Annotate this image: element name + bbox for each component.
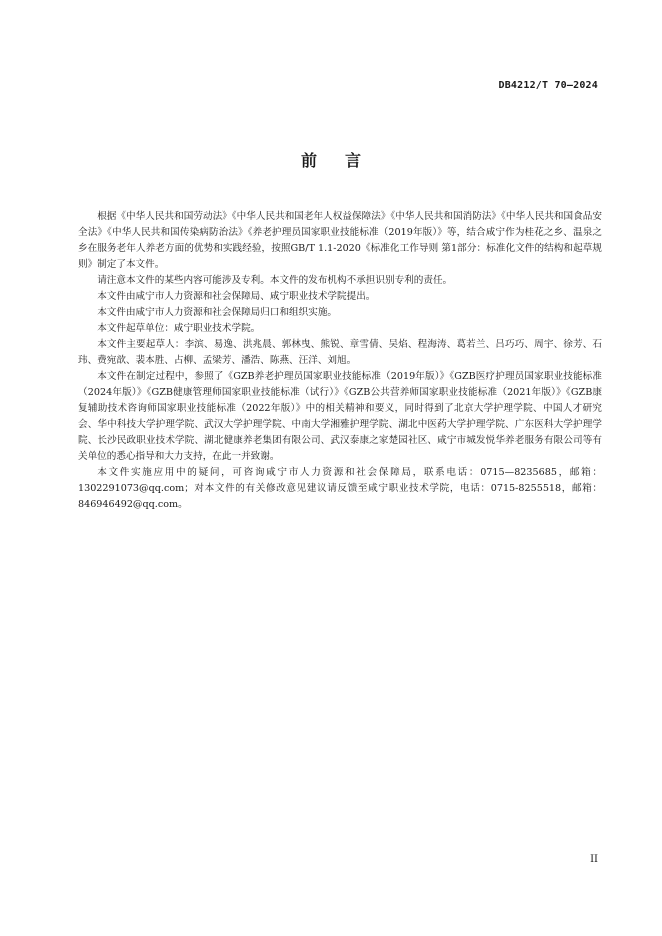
document-code: DB4212/T 70—2024 (498, 80, 598, 91)
paragraph-proposed-by: 本文件由咸宁市人力资源和社会保障局、咸宁职业技术学院提出。 (97, 291, 376, 302)
page-number: II (590, 854, 598, 865)
paragraph-references: 本文件在制定过程中，参照了《GZB养老护理员国家职业技能标准（2019年版）》《GZB医疗护理员国家职业技能标准（2024年版）》《GZB健康管理师国家职业技能标准（试行）》《GZB公共营养师国家职业技能标准（2021年版）》《GZB康复辅助技术咨询师国家职业技能标准（2022年版）》中的相关精神和要义，同时得到了北京大学护理学院、中国人才研究会、华中科技大学护理学院、武汉大学护理学院、中南大学湘雅护理学院、湖北中医药大学护理学院、广东医科大学护理学院、长沙民政职业技术学院、湖北健康养老集团有限公司、武汉泰康之家楚园社区、咸宁市城发悦华养老服务有限公司等有关单位的悉心指导和大力支持，在此一并致谢。 (78, 371, 602, 462)
document-body (78, 209, 602, 513)
page-title: 前言 (300, 151, 389, 170)
paragraph-contact: 本文件实施应用中的疑问，可咨询咸宁市人力资源和社会保障局，联系电话：0715—8235685，邮箱：1302291073@qq.com；对本文件的有关修改意见建议请反馈至咸宁职业技术学院，电话：0715-8255518，邮箱：846946492@qq.com。 (78, 467, 602, 510)
paragraph-patent-notice: 请注意本文件的某些内容可能涉及专利。本文件的发布机构不承担识别专利的责任。 (97, 275, 453, 286)
paragraph-managed-by: 本文件由咸宁市人力资源和社会保障局归口和组织实施。 (97, 307, 338, 318)
paragraph-basis: 根据《中华人民共和国劳动法》《中华人民共和国老年人权益保障法》《中华人民共和国消防法》《中华人民共和国食品安全法》《中华人民共和国传染病防治法》《养老护理员国家职业技能标准（2019年版）》等，结合咸宁作为桂花之乡、温泉之乡在服务老年人养老方面的优势和实践经验，按照GB/T 1.1-2020《标准化工作导则 第1部分：标准化文件的结构和起草规则》制定了本文件。 (78, 211, 602, 270)
paragraph-drafting-unit: 本文件起草单位：咸宁职业技术学院。 (97, 323, 261, 334)
paragraph-drafters: 本文件主要起草人：李滨、易逸、洪兆晨、郭林曳、熊锐、章雪倩、吴焰、程海涛、葛若兰、吕巧巧、周宇、徐芳、石玮、费宛歆、裴本胜、占柳、孟梁芳、潘浩、陈燕、汪洋、刘旭。 (78, 339, 602, 366)
